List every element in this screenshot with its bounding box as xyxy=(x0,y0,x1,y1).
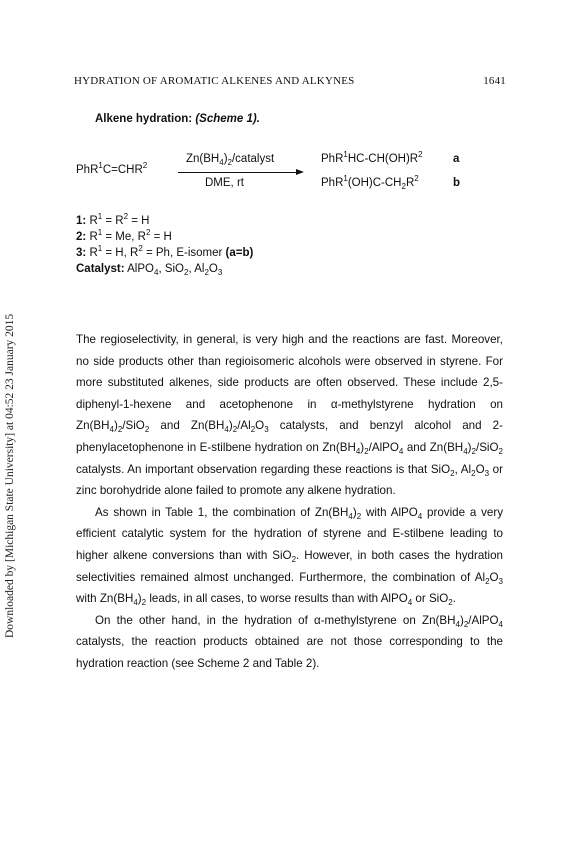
product-a-label: a xyxy=(453,153,460,165)
arrow-head-icon xyxy=(296,169,304,175)
body-text xyxy=(76,329,503,675)
section-heading xyxy=(95,113,260,125)
paragraph-2: As shown in Table 1, the combination of $Zn(BH_4)_2$ with AlPO$_4$ provide a very efficient catalytic system for the hydration of styrene and E-stilbene leading to higher alkene conversions than with SiO$_2$. However, in both cases the hydration selectivities remained almost unchanged. Furthermore, the combination of $Al_2O_3$ with $Zn(BH_4)_2$ leads, in all cases, to worse results than with AlPO$_4$ or SiO$_2$. xyxy=(76,505,504,608)
product-a-formula: $PhR^1HC-CH(OH)R^2$ xyxy=(321,150,423,165)
compound-list xyxy=(76,213,253,277)
running-header xyxy=(74,75,506,87)
compound-3: 3: $R^1 = H$, $R^2 = Ph$, E-isomer (a=b) xyxy=(76,244,254,259)
compound-1: 1: $R^1 = R^2 = H$ xyxy=(76,212,150,227)
compound-2: 2: $R^1 = Me$, $R^2 = H$ xyxy=(76,228,172,243)
paragraph-3: On the other hand, in the hydration of α-methylstyrene on $Zn(BH_4)_2/AlPO_4$ catalysts, the reaction products obtained are not those corresponding to the hydration reaction (see Scheme 2 and Table 2). xyxy=(76,613,503,670)
reagent-bottom: DME, rt xyxy=(205,177,244,189)
download-watermark: Downloaded by [Michigan State University] at 04:52 23 January 2015 xyxy=(4,313,16,638)
reactant-formula: $PhR^1C=CHR^2$ xyxy=(76,161,148,176)
heading-label: Alkene hydration: xyxy=(95,113,193,125)
product-b-label: b xyxy=(453,177,461,189)
reaction-arrow xyxy=(178,172,300,173)
page-number: 1641 xyxy=(483,75,506,87)
reagent-top: $Zn(BH_4)_2$/catalyst xyxy=(186,153,275,167)
running-title: HYDRATION OF AROMATIC ALKENES AND ALKYNES xyxy=(74,75,355,87)
product-b-formula: $PhR^1(OH)C-CH_2R^2$ xyxy=(321,174,419,191)
catalyst-line: Catalyst: AlPO$_4$, SiO$_2$, $Al_2O_3$ xyxy=(76,263,223,277)
paragraph-1: The regioselectivity, in general, is very high and the reactions are fast. Moreover, no side products other than regioisomeric alcohols were observed in styrene. For more substituted alkenes, side products are often observed. These include 2,5-diphenyl-1-hexene and acetophenone in α-methylstyrene hydration on $Zn(BH_4)_2/SiO_2$ and $Zn(BH_4)_2/Al_2O_3$ catalysts, and benzyl alcohol and 2-phenylacetophenone in E-stilbene hydration on $Zn(BH_4)_2/AlPO_4$ and $Zn(BH_4)_2/SiO_2$ catalysts. An important observation regarding these reactions is that SiO$_2$, $Al_2O_3$ or zinc borohydride alone failed to promote any alkene hydration. xyxy=(76,333,503,498)
scheme-reference: (Scheme 1). xyxy=(195,113,260,125)
